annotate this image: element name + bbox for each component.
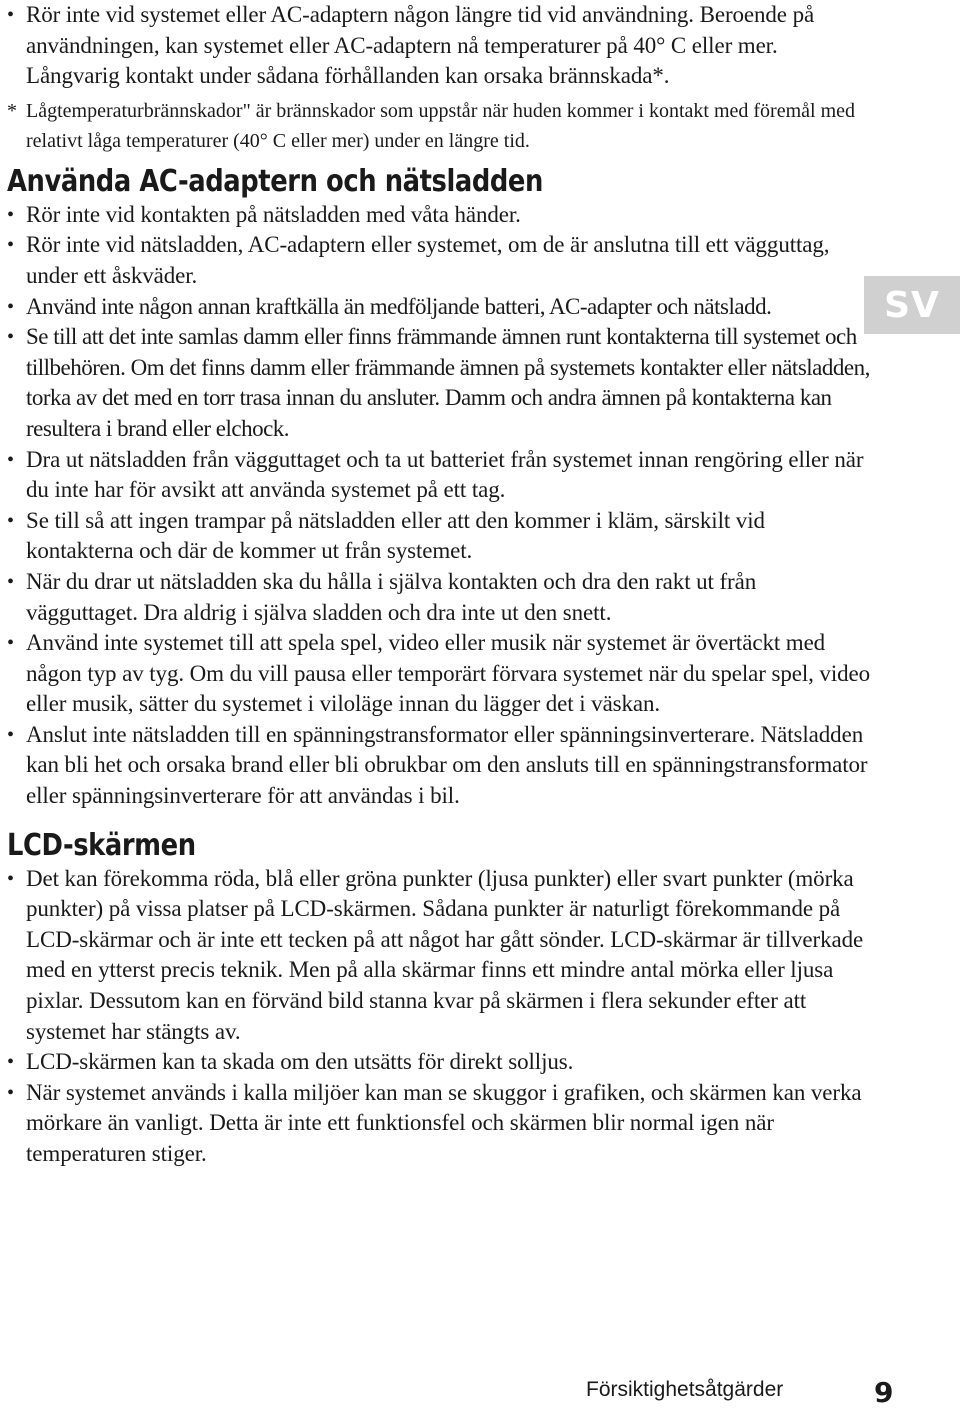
bullet-dot: •: [7, 1051, 14, 1074]
bullet-text: Rör inte vid kontakten på nätsladden med våta händer.: [26, 201, 521, 227]
bullet-item: [0, 628, 870, 720]
bullet-dot: •: [7, 723, 14, 746]
bullet-item: [0, 322, 870, 444]
bullet-item: [0, 720, 870, 812]
bullet-item: [0, 445, 870, 506]
intro-bullet-list: [0, 0, 870, 92]
bullet-dot: •: [7, 632, 14, 655]
bullet-dot: •: [7, 509, 14, 532]
bullet-dot: •: [7, 4, 14, 26]
page-number: 9: [874, 1376, 894, 1409]
bullet-dot: •: [7, 867, 14, 890]
bullet-text: Rör inte vid systemet eller AC-adaptern någon längre tid vid användning. Beroende på användningen, kan systemet eller AC-adaptern nå temperaturer på 40° C eller mer. Långvarig kontakt under sådana förhållanden kan orsaka brännskada*.: [26, 2, 815, 89]
bullet-dot: •: [7, 295, 14, 318]
bullet-item: [0, 230, 870, 291]
bullet-item: [0, 292, 870, 323]
footnote-marker: *: [7, 99, 17, 122]
bullet-item: [0, 200, 870, 231]
language-tab: [864, 276, 960, 334]
bullet-text: LCD-skärmen kan ta skada om den utsätts för direkt solljus.: [26, 1049, 574, 1075]
bullet-text: Se till att det inte samlas damm eller finns främmande ämnen runt kontakterna till systemet och tillbehören. Om det finns damm eller främmande ämnen på systemets kontakter eller nätsladden, torka av det med en torr trasa innan du ansluter. Damm och andra ämnen på kontakterna kan resultera i brand eller elchock.: [26, 324, 870, 441]
footnote-text: Lågtemperaturbrännskador" är brännskador som uppstår när huden kommer i kontakt med föremål med relativt låga temperaturer (40° C eller mer) under en längre tid.: [26, 99, 856, 152]
bullet-dot: •: [7, 1081, 14, 1104]
bullet-dot: •: [7, 203, 14, 226]
bullet-text: När systemet används i kalla miljöer kan man se skuggor i grafiken, och skärmen kan verka mörkare än vanligt. Detta är inte ett funktionsfel och skärmen blir normal igen när temperaturen stiger.: [26, 1079, 862, 1166]
bullet-dot: •: [7, 326, 14, 349]
ac-adapter-bullet-list: [0, 200, 870, 812]
language-tab-label: SV: [884, 284, 940, 326]
bullet-text: Anslut inte nätsladden till en spänningstransformator eller spänningsinverterare. Nätsladden kan bli het och orsaka brand eller bli obrukbar om den ansluts till en spänningstransformator eller spänningsinverterare för att användas i bil.: [26, 721, 868, 809]
section-title-ac-adapter: Använda AC-adaptern och nätsladden: [7, 163, 543, 199]
bullet-text: Se till så att ingen trampar på nätsladden eller att den kommer i kläm, särskilt vid kontakterna och där de kommer ut från systemet.: [26, 507, 765, 564]
bullet-item: [0, 1047, 870, 1078]
bullet-dot: •: [7, 448, 14, 471]
footer-section-label: Försiktighetsåtgärder: [586, 1378, 784, 1401]
bullet-text: När du drar ut nätsladden ska du hålla i själva kontakten och dra den rakt ut från vägguttaget. Dra aldrig i själva sladden och dra inte ut den snett.: [26, 568, 757, 625]
bullet-item: [0, 506, 870, 567]
bullet-text: Rör inte vid nätsladden, AC-adaptern eller systemet, om de är anslutna till ett vägguttag, under ett åskväder.: [26, 232, 830, 288]
bullet-item: [0, 567, 870, 628]
bullet-dot: •: [7, 234, 14, 257]
bullet-text: Det kan förekomma röda, blå eller gröna punkter (ljusa punkter) eller svart punkter (mörka punkter) på vissa platser på LCD-skärmen. Sådana punkter är naturligt förekommande på LCD-skärmar och är inte ett tecken på att något har gått sönder. LCD-skärmar är tillverkade med en ytterst precis teknik. Men på alla skärmar finns ett mindre antal mörka eller ljusa pixlar. Dessutom kan en förvänd bild stanna kvar på skärmen i flera sekunder efter att systemet har stängts av.: [26, 865, 864, 1044]
bullet-item: [0, 864, 870, 1048]
bullet-text: Använd inte systemet till att spela spel, video eller musik när systemet är övertäckt med någon typ av tyg. Om du vill pausa eller temporärt förvara systemet när du spelar spel, video eller musik, sätter du systemet i viloläge innan du lägger det i väskan.: [26, 630, 871, 717]
bullet-item: [0, 1078, 870, 1170]
bullet-text: Använd inte någon annan kraftkälla än medföljande batteri, AC-adapter och nätsladd.: [26, 293, 772, 319]
bullet-text: Dra ut nätsladden från vägguttaget och ta ut batteriet från systemet innan rengöring eller när du inte har för avsikt att använda systemet på ett tag.: [26, 446, 864, 503]
footnote: [0, 96, 870, 156]
bullet-item: [0, 0, 870, 92]
section-title-lcd: LCD-skärmen: [7, 827, 196, 863]
bullet-dot: •: [7, 570, 14, 593]
lcd-bullet-list: [0, 864, 870, 1170]
